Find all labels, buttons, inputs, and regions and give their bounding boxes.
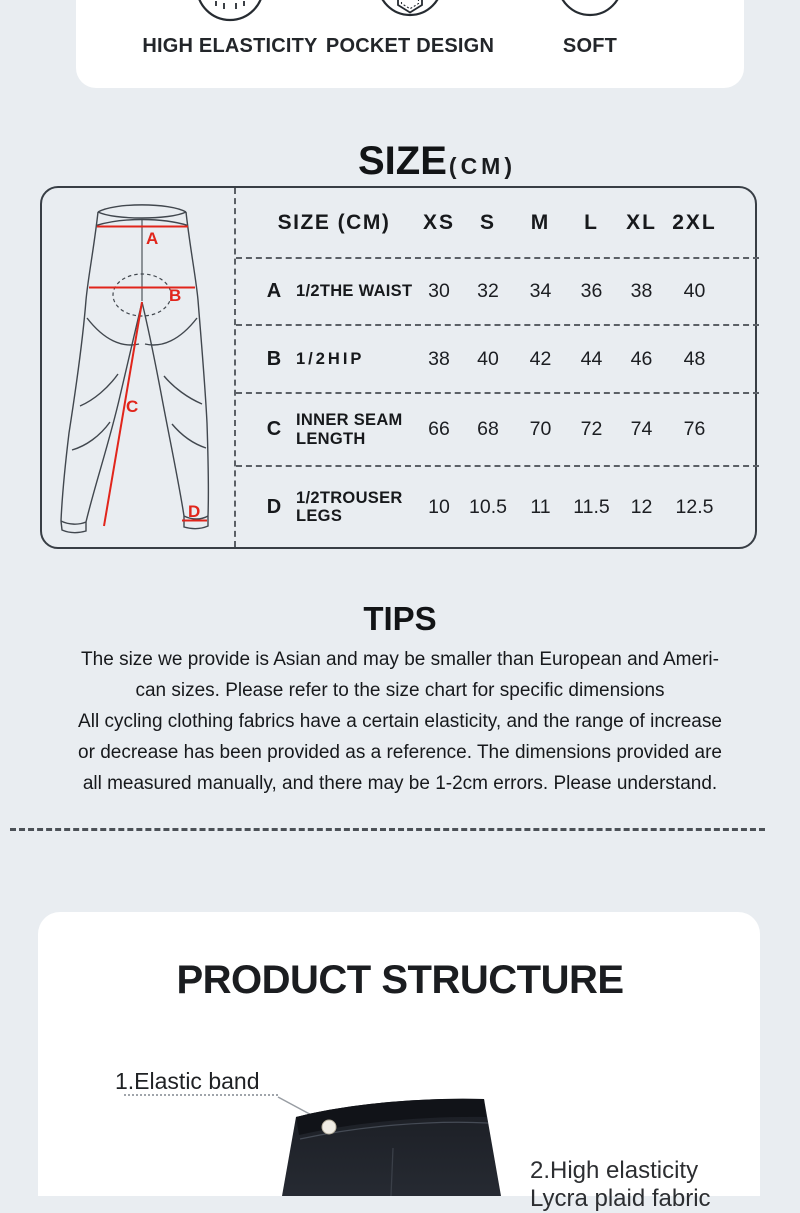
cell-value: 72 xyxy=(580,418,603,440)
pants-diagram-drawing xyxy=(42,188,234,547)
cell-value: 12 xyxy=(630,495,653,518)
callout-lycra-fabric xyxy=(530,1157,711,1213)
waistband-button xyxy=(322,1120,336,1134)
cell-value: 46 xyxy=(630,347,653,370)
column-header-xl: XL xyxy=(626,210,657,234)
column-header-xs: XS xyxy=(422,210,455,234)
size-title-text: SIZE xyxy=(358,139,447,184)
feature-high-elasticity xyxy=(140,0,320,58)
tips-line: The size we provide is Asian and may be smaller than European and Ameri- xyxy=(81,649,719,670)
tips-line: all measured manually, and there may be 1-2cm errors. Please understand. xyxy=(82,773,718,794)
column-header-s: S xyxy=(479,210,496,234)
tips-text xyxy=(40,644,760,799)
feature-soft xyxy=(500,0,680,58)
diagram-label-b: B xyxy=(169,286,182,305)
row-name: 1/2THE WAIST xyxy=(296,282,413,301)
high-elasticity-icon xyxy=(185,0,275,22)
product-photo-pants xyxy=(266,1090,506,1196)
diagram-label-a: A xyxy=(146,229,159,248)
tips-line: All cycling clothing fabrics have a certain elasticity, and the range of increase xyxy=(78,711,722,732)
feature-pocket-design xyxy=(320,0,500,58)
feature-label: POCKET DESIGN xyxy=(325,35,495,57)
table-row-hip xyxy=(236,326,759,394)
cell-value: 66 xyxy=(428,418,450,440)
row-key: C xyxy=(266,418,282,440)
callout-leader-dotted-line xyxy=(124,1094,278,1096)
cell-value: 40 xyxy=(683,280,706,302)
cell-value: 48 xyxy=(683,347,706,370)
cell-value: 30 xyxy=(428,280,450,302)
cell-value: 32 xyxy=(477,280,499,302)
row-name: 1/2TROUSER LEGS xyxy=(296,488,403,525)
column-header-2xl: 2XL xyxy=(672,210,717,234)
cell-value: 38 xyxy=(630,280,653,302)
cell-value: 76 xyxy=(683,418,706,440)
size-table-header-row xyxy=(236,188,759,259)
callout-lycra-line2: Lycra plaid fabric xyxy=(530,1185,711,1212)
cell-value: 42 xyxy=(529,347,552,370)
column-header-l: L xyxy=(584,210,599,234)
cell-value: 68 xyxy=(477,418,499,440)
soft-icon xyxy=(545,0,635,22)
row-name: 1/2HIP xyxy=(296,349,365,368)
features-card xyxy=(76,0,744,88)
size-table xyxy=(234,188,759,547)
cell-value: 11.5 xyxy=(573,495,610,518)
product-structure-title: PRODUCT STRUCTURE xyxy=(176,958,624,1002)
table-row-trouser-legs xyxy=(236,467,759,547)
column-header-m: M xyxy=(530,210,551,234)
row-key: B xyxy=(266,347,282,370)
callout-lycra-line1: 2.High elasticity xyxy=(530,1157,699,1184)
cell-value: 36 xyxy=(580,280,603,302)
feature-label: HIGH ELASTICITY xyxy=(142,35,318,57)
row-key: D xyxy=(266,495,282,518)
cell-value: 11 xyxy=(530,495,551,518)
tips-line: or decrease has been provided as a reference. The dimensions provided are xyxy=(78,742,722,763)
size-title-unit: (CM) xyxy=(448,153,516,180)
cell-value: 38 xyxy=(428,347,450,370)
row-key: A xyxy=(266,280,282,302)
cell-value: 34 xyxy=(529,280,552,302)
callout-elastic-band: 1.Elastic band xyxy=(115,1068,260,1094)
cell-value: 44 xyxy=(580,347,603,370)
row-name: INNER SEAM LENGTH xyxy=(296,411,403,448)
pants-measurement-diagram xyxy=(42,188,234,547)
cell-value: 74 xyxy=(630,418,653,440)
cell-value: 12.5 xyxy=(675,495,714,518)
cell-value: 70 xyxy=(529,418,552,440)
diagram-label-d: D xyxy=(188,502,201,521)
cell-value: 10.5 xyxy=(469,495,507,518)
table-row-waist xyxy=(236,259,759,326)
tips-title: TIPS xyxy=(363,600,437,637)
cell-value: 10 xyxy=(428,495,450,518)
size-section-title xyxy=(37,139,800,189)
size-table-corner-label: SIZE (CM) xyxy=(277,210,391,234)
cell-value: 40 xyxy=(477,347,499,370)
table-row-inner-seam xyxy=(236,394,759,467)
feature-label: SOFT xyxy=(562,35,618,57)
tips-line: can sizes. Please refer to the size chart for specific dimensions xyxy=(135,680,665,701)
size-chart xyxy=(40,186,757,549)
diagram-label-c: C xyxy=(126,397,139,416)
dashed-divider xyxy=(10,828,765,831)
pocket-design-icon xyxy=(365,0,455,22)
